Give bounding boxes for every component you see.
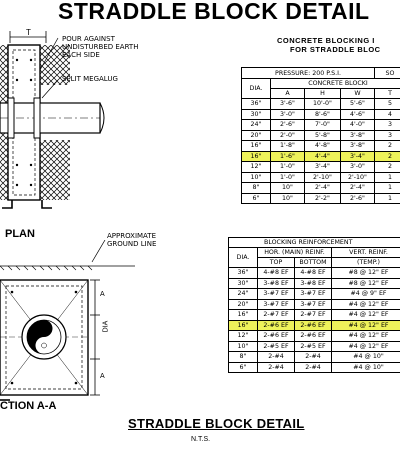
reinf-header-dia: DIA. (229, 248, 258, 268)
cell: 2-#6 EF (258, 320, 295, 331)
reinf-header-vert: VERT. REINF. (332, 248, 400, 258)
cell: 4-#8 EF (258, 268, 295, 279)
note-ground-line-2: GROUND LINE (107, 240, 157, 248)
cell: 3-#8 EF (258, 278, 295, 289)
concrete-table-title-1: CONCRETE BLOCKING I (277, 36, 375, 45)
cell: 10" (229, 341, 258, 352)
table-row (242, 130, 400, 141)
cell: 2'-2" (305, 193, 341, 204)
cell: 24" (229, 289, 258, 300)
plan-view-drawing (0, 0, 230, 245)
table-row (229, 341, 400, 352)
cell: 20" (242, 130, 271, 141)
table-row-highlighted (242, 151, 400, 162)
concrete-sub-header: CONCRETE BLOCKI (271, 79, 400, 89)
cell: 2'-6" (271, 120, 305, 131)
cell: 2'-0" (271, 130, 305, 141)
cell: 3-#7 EF (295, 289, 332, 300)
section-label: CTION A-A (0, 400, 57, 412)
cell: 2'-10" (305, 172, 341, 183)
cell: 36" (242, 99, 271, 110)
cell: 3 (375, 120, 400, 131)
reinf-header-bottom: BOTTOM (295, 258, 332, 268)
dimension-a-label-bottom: A (100, 373, 105, 380)
cell: 1'-8" (271, 141, 305, 152)
table-row (229, 310, 400, 321)
cell: 8" (242, 183, 271, 194)
cell: 2-#4 (295, 352, 332, 363)
cell: #4 @ 12" EF (332, 341, 400, 352)
cell: 6" (242, 193, 271, 204)
cell: 3'-0" (271, 109, 305, 120)
cell: #4 @ 12" EF (332, 320, 400, 331)
cell: 2-#5 EF (258, 341, 295, 352)
cell: 3 (375, 130, 400, 141)
note-ground-line-1: APPROXIMATE (107, 232, 156, 240)
table-row (242, 141, 400, 152)
cell: #8 @ 12" EF (332, 278, 400, 289)
table-row (229, 299, 400, 310)
table-row (242, 99, 400, 110)
cell: #4 @ 12" EF (332, 310, 400, 321)
cell: 2-#7 EF (295, 310, 332, 321)
cell: 10" (271, 193, 305, 204)
footer-title: STRADDLE BLOCK DETAIL (128, 416, 305, 431)
pressure-cell: PRESSURE: 200 P.S.I. (242, 68, 375, 79)
cell: 4'-8" (305, 141, 341, 152)
cell: 2-#6 EF (295, 320, 332, 331)
note-earth-line-1: POUR AGAINST (62, 35, 115, 43)
cell: #4 @ 12" EF (332, 331, 400, 342)
cell: 16" (229, 310, 258, 321)
cell: 3'-4" (341, 151, 375, 162)
cell: 16" (242, 141, 271, 152)
cell: 2-#4 (295, 362, 332, 373)
cell: #4 @ 10" (332, 362, 400, 373)
cell: 30" (242, 109, 271, 120)
concrete-header-t: T (375, 89, 400, 99)
table-row (229, 362, 400, 373)
cell: 2-#4 (258, 362, 295, 373)
cell: 2-#6 EF (258, 331, 295, 342)
dimension-dia-label: DIA (102, 320, 110, 333)
cell: 1'-6" (271, 151, 305, 162)
cell: 3-#7 EF (258, 299, 295, 310)
table-row (242, 109, 400, 120)
cell: #4 @ 9" EF (332, 289, 400, 300)
concrete-header-w: W (341, 89, 375, 99)
note-earth-line-3: EACH SIDE (62, 51, 100, 59)
cell: #8 @ 12" EF (332, 268, 400, 279)
dimension-a-label-top: A (100, 291, 105, 298)
concrete-header-dia: DIA. (242, 79, 271, 99)
cell: 10'-0" (305, 99, 341, 110)
blocking-reinforcement-table (228, 237, 400, 373)
dimension-t-label: T (26, 28, 31, 37)
cell: 1'-0" (271, 162, 305, 173)
table-row (242, 162, 400, 173)
concrete-table-title-2: FOR STRADDLE BLOC (290, 45, 381, 54)
cell: #4 @ 12" EF (332, 299, 400, 310)
cell: 1 (375, 183, 400, 194)
cell: 2 (375, 141, 400, 152)
cell: 1'-0" (271, 172, 305, 183)
reinf-table-title: BLOCKING REINFORCEMENT (229, 238, 400, 248)
cell: 7'-0" (305, 120, 341, 131)
cell: 2'-4" (341, 183, 375, 194)
cell: 2-#6 EF (295, 331, 332, 342)
table-row (229, 278, 400, 289)
cell: 8'-6" (305, 109, 341, 120)
pressure-right-cell: SO (375, 68, 400, 79)
cell: 2'-6" (341, 193, 375, 204)
concrete-header-a: A (271, 89, 305, 99)
table-row (229, 268, 400, 279)
table-row (229, 352, 400, 363)
cell: 4'-4" (305, 151, 341, 162)
reinf-header-hor: HOR. (MAIN) REINF. (258, 248, 332, 258)
cell: 4 (375, 109, 400, 120)
cell: 2-#4 (258, 352, 295, 363)
cell: 3-#8 EF (295, 278, 332, 289)
cell: 24" (242, 120, 271, 131)
cell: 10" (242, 172, 271, 183)
footer-subtitle: N.T.S. (191, 436, 211, 443)
cell: 12" (229, 331, 258, 342)
cell: 3'-8" (341, 141, 375, 152)
cell: #4 @ 10" (332, 352, 400, 363)
cell: 3'-8" (341, 130, 375, 141)
cell: 5 (375, 99, 400, 110)
table-row (242, 120, 400, 131)
table-row (229, 331, 400, 342)
cell: 3'-0" (341, 162, 375, 173)
cell: 3'-6" (271, 99, 305, 110)
cell: 1 (375, 172, 400, 183)
cell: 16" (242, 151, 271, 162)
cell: 2'-4" (305, 183, 341, 194)
cell: 2 (375, 151, 400, 162)
concrete-header-h: H (305, 89, 341, 99)
cell: 16" (229, 320, 258, 331)
section-view-drawing (0, 240, 230, 410)
cell: 4-#8 EF (295, 268, 332, 279)
table-row-highlighted (229, 320, 400, 331)
cell: 5'-6" (341, 99, 375, 110)
cell: 3-#7 EF (258, 289, 295, 300)
cell: 12" (242, 162, 271, 173)
cell: 3-#7 EF (295, 299, 332, 310)
note-split-megalug: SPLIT MEGALUG (62, 75, 118, 83)
reinf-header-temp: (TEMP.) (332, 258, 400, 268)
cell: 2 (375, 162, 400, 173)
table-row (242, 183, 400, 194)
concrete-blocking-table (241, 67, 400, 204)
cell: 1 (375, 193, 400, 204)
cell: 6" (229, 362, 258, 373)
cell: 3'-4" (305, 162, 341, 173)
cell: 30" (229, 278, 258, 289)
cell: 20" (229, 299, 258, 310)
cell: 2'-10" (341, 172, 375, 183)
drawing-title: STRADDLE BLOCK DETAIL (58, 0, 370, 24)
cell: 5'-8" (305, 130, 341, 141)
note-earth-line-2: UNDISTURBED EARTH (62, 43, 139, 51)
table-row (229, 289, 400, 300)
cell: 4'-6" (341, 109, 375, 120)
cell: 10" (271, 183, 305, 194)
plan-label: PLAN (5, 228, 35, 240)
cell: 8" (229, 352, 258, 363)
cell: 2-#7 EF (258, 310, 295, 321)
table-row (242, 172, 400, 183)
cell: 2-#5 EF (295, 341, 332, 352)
table-row (242, 193, 400, 204)
cell: 36" (229, 268, 258, 279)
reinf-header-top: TOP (258, 258, 295, 268)
cell: 4'-0" (341, 120, 375, 131)
